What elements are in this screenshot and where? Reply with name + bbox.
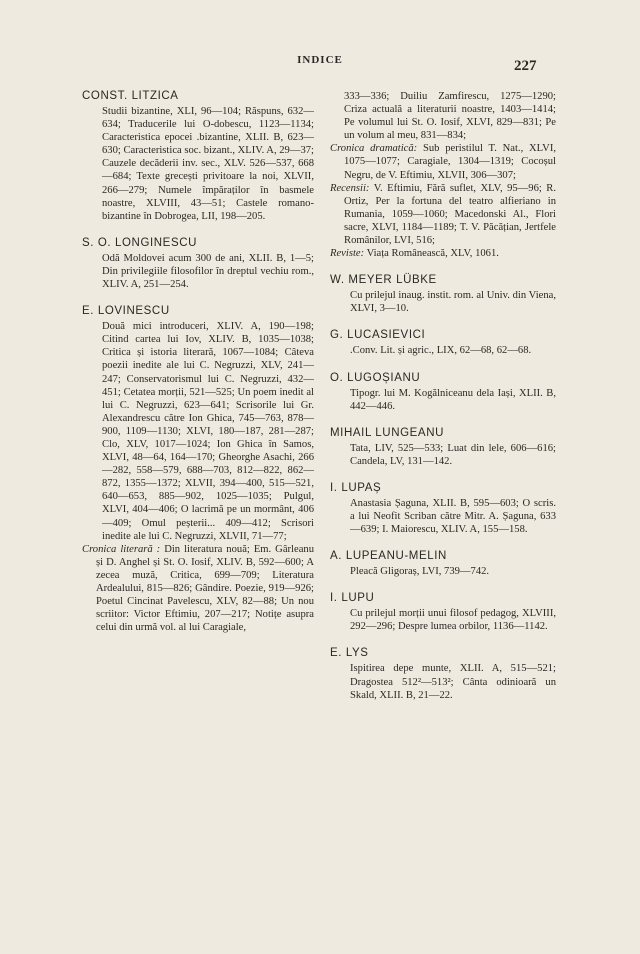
index-entry (330, 647, 556, 701)
author-name: G. LUCASIEVICI (330, 329, 426, 342)
index-entry (330, 427, 556, 468)
page-number: 227 (514, 58, 537, 74)
author-name: I. LUPU (330, 592, 375, 605)
right-column (330, 90, 556, 716)
index-entry (330, 372, 556, 413)
subsection-label: Reviste: (330, 248, 365, 260)
entry-text: Pleacă Gligoraș, LVI, 739—742. (350, 566, 490, 578)
author-name: E. LOVINESCU (82, 305, 170, 318)
index-entry (330, 329, 556, 357)
entry-continuation: 333—336; Duiliu Zamfirescu, 1275—1290; Criza actuală a literaturii noastre, 1403—1414; Pe volumul lui St. O. Iosif, XLVI, 829—831; Pe un volum al meu, 831—834; (344, 91, 556, 142)
entry-subsection (330, 247, 556, 260)
subsection-label: Cronica dramatică: (330, 143, 418, 155)
subsection-label: Recensii: (330, 182, 370, 194)
author-name: A. LUPEANU-MELIN (330, 550, 447, 563)
author-name: S. O. LONGINESCU (82, 236, 198, 249)
entry-text: Odă Moldovei acum 300 de ani, XLII. B, 1—5; Din privilegiile filosofilor în dreptul vechiu rom., XLIV. A, 251—254. (102, 252, 314, 291)
entry-text: Studii bizantine, XLI, 96—104; Răspuns, 632—634; Traducerile lui O-dobescu, 1123—1134; Caracteristica epocei .bizantine, XLII. B, 623—630; Caracteristica soc. bizant., XLIV. A, 29—37; Cauzele decăderii inv. sec., XLV. 526—537, 668—684; Texte grecești privitoare la noi, XLVII, 266—279; Numele împăraților în basmele noastre, XLVIII, 43—51; Castele romano-bizantine în Dobrogea, LII, 198—205. (102, 106, 314, 222)
entry-subsection (330, 182, 556, 247)
index-entry (330, 90, 556, 260)
entry-subsection (330, 142, 556, 181)
entry-text: Tipogr. lui M. Kogălniceanu dela Iași, XLII. B, 442—446. (350, 387, 556, 412)
left-column (82, 90, 314, 648)
entry-subsection (82, 543, 314, 635)
author-name: CONST. LITZICA (82, 90, 179, 102)
author-name: E. LYS (330, 647, 369, 660)
index-entry (330, 550, 556, 578)
index-entry (82, 90, 314, 223)
entry-text: .Conv. Lit. și agric., LIX, 62—68, 62—68. (350, 345, 532, 357)
index-entry (330, 592, 556, 633)
author-name: W. MEYER LÜBKE (330, 274, 437, 287)
entry-text: Tata, LIV, 525—533; Luat din lele, 606—616; Candela, LV, 131—142. (350, 442, 556, 467)
subsection-text: V. Eftimiu, Fără suflet, XLV, 95—96; R. Ortiz, Per la fortuna del teatro alfieriano in Rumania, 1059—1060; Macedonski Al., Flori sacre, XLVI, 1184—1189; T. V. Păcățian, Jertfele Românilor, LVI, 516; (344, 182, 556, 247)
subsection-text: Din literatura nouă; Em. Gârleanu și D. Anghel și St. O. Iosif, XLIV. B, 592—600; A zecea muză, Critica, 699—709; Literatura Ardealului, 815—826; Gândire. Poezie, 919—926; Poetul Cincinat Pavelescu, XLV, 82—88; Un nou scriitor: Victor Eftimiu, 207—217; Notițe asupra celui din urmă vol. al lui Caragiale, (96, 543, 314, 634)
author-name: O. LUGOȘIANU (330, 371, 421, 384)
index-entry (82, 237, 314, 291)
index-entry (330, 482, 556, 536)
author-name: I. LUPAȘ (330, 481, 382, 494)
author-name: MIHAIL LUNGEANU (330, 426, 445, 439)
subsection-text: Viața Românească, XLV, 1061. (364, 248, 499, 260)
entry-text: Două mici introduceri, XLIV. A, 190—198; Citind cartea lui Iov, XLIV. B, 1035—1038; Critica și istoria literară, 1067—1084; Câteva poezii inedite ale lui C. Negruzzi, XLV, 241—247; Conservatorismul lui C. Negruzzi, 432—451; Cetatea morții, 521—525; Un poem inedit al lui C. Negruzzi, 623—641; Scrisorile lui Gr. Alexandrescu către Ion Ghica, 745—763, 878—900, 1109—1130; XLVI, 180—187, 281—287; Clo, XLV, 1017—1024; Ion Ghica în Samos, XLVI, 48—64, 164—170; Gheorghe Asachi, 266—282, 558—579, 688—703, 812—822, 862—872, 1355—1372; XLVII, 394—400, 515—521, 640—653, 885—902, 1025—1035; Pulgul, XLVI, 404—406; O lacrimă pe un mormânt, 406—409; Omul peșterii... 409—412; Scrisori inedite ale lui C. Negruzzi, XLVII, 71—77; (102, 321, 314, 542)
subsection-label: Cronica literară : (82, 543, 161, 555)
entry-text: Ispitirea depe munte, XLII. A, 515—521; Dragostea 512²—513²; Cânta odinioară un Skald, XLII. B, 21—22. (350, 663, 556, 701)
subsection-text: Sub peristilul T. Nat., XLVI, 1075—1077; Caragiale, 1304—1319; Cocoșul Negru, de V. Eftimiu, XLVII, 306—307; (344, 143, 556, 181)
entry-text: Cu prilejul inaug. instit. rom. al Univ. din Viena, XLVI, 3—10. (350, 290, 556, 315)
index-entry (330, 274, 556, 315)
entry-text: Anastasia Șaguna, XLII. B, 595—603; O scris. a lui Neofit Scriban către Mitr. A. Șaguna, 633—639; I. Maiorescu, XLIV. A, 155—158. (350, 497, 556, 536)
index-entry (82, 305, 314, 634)
running-header: INDICE (297, 54, 343, 66)
entry-text: Cu prilejul morții unui filosof pedagog, XLVIII, 292—296; Despre lumea orbilor, 1136—1142. (350, 608, 556, 633)
